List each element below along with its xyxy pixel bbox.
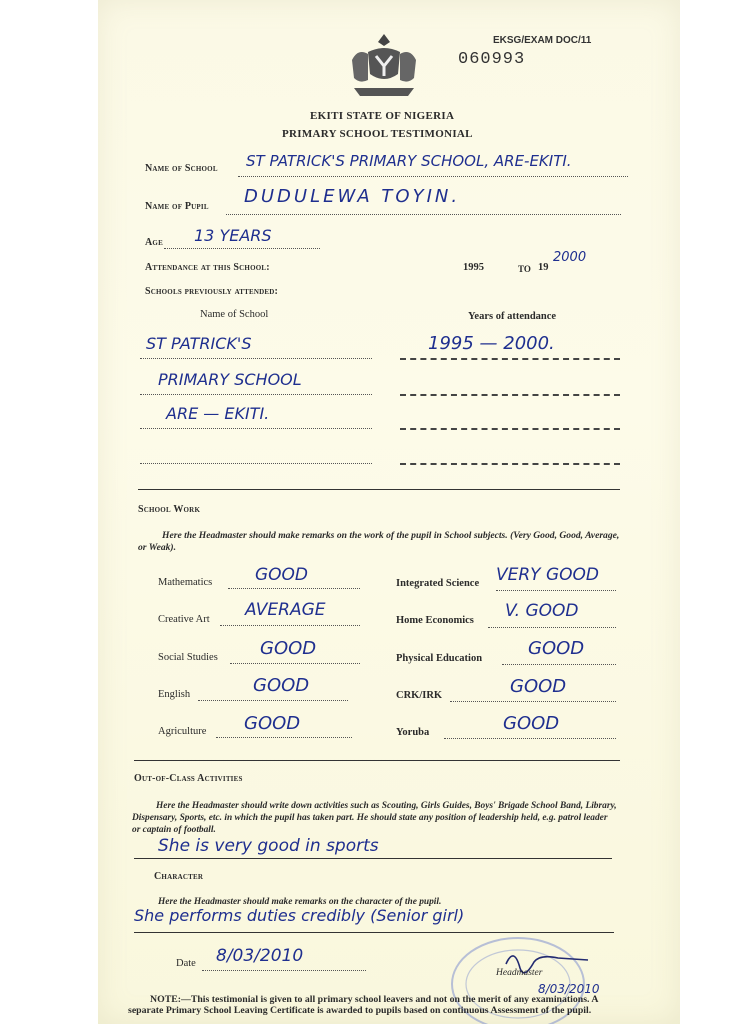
coat-of-arms-icon [346, 30, 422, 102]
col-years-header: Years of attendance [468, 311, 557, 322]
prev-years-row-1: 1995 — 2000. [428, 333, 555, 354]
character-label: Character [154, 871, 204, 882]
pupil-name-label: Name of Pupil [145, 201, 209, 212]
document-title: PRIMARY SCHOOL TESTIMONIAL [282, 128, 473, 140]
subject-integrated-science: Integrated Science [396, 578, 480, 589]
subject-english: English [158, 689, 191, 700]
character-instruction: Here the Headmaster should make remarks on the character of the pupil. [158, 897, 442, 907]
attendance-to: 2000 [553, 250, 587, 265]
footer-note: NOTE:—This testimonial is given to all primary school leavers and not on the merit of any examinations. A separate Primary School Leaving Certificate is awarded to pupils based on continuous Assessment of the pupil. [128, 994, 598, 1016]
grade-physical-education: GOOD [528, 638, 585, 659]
grade-english: GOOD [253, 675, 310, 696]
school-name-value: ST PATRICK'S PRIMARY SCHOOL, ARE-EKITI. [246, 152, 572, 170]
document-reference: EKSG/EXAM DOC/11 [493, 35, 592, 46]
subject-agriculture: Agriculture [158, 726, 207, 737]
date-label: Date [176, 958, 196, 969]
attendance-to-prefix: 19 [538, 262, 549, 273]
subject-yoruba: Yoruba [396, 727, 430, 738]
out-of-class-instruction: Here the Headmaster should write down activities such as Scouting, Girls Guides, Boys' Brigade School Band, Library, Dispensary, Sports, etc. in which the pupil has taken part. He should state any position of leadership held, e.g. patrol leader or captain of football. [132, 801, 617, 835]
attendance-label: Attendance at this School: [145, 262, 270, 273]
age-label: Age [145, 237, 163, 248]
subject-creative-art: Creative Art [158, 614, 210, 625]
attendance-from: 1995 [463, 262, 484, 273]
subject-mathematics: Mathematics [158, 577, 213, 588]
subject-crk-irk: CRK/IRK [396, 690, 443, 701]
prev-school-row-2: PRIMARY SCHOOL [158, 370, 302, 389]
subject-social-studies: Social Studies [158, 652, 218, 663]
subject-physical-education: Physical Education [396, 653, 483, 664]
attendance-to-word: TO [518, 264, 531, 274]
out-of-class-label: Out-of-Class Activities [134, 773, 243, 784]
out-of-class-remark: She is very good in sports [158, 836, 379, 856]
grade-home-economics: V. GOOD [505, 601, 579, 621]
grade-yoruba: GOOD [503, 713, 560, 734]
grade-agriculture: GOOD [244, 713, 301, 734]
school-name-label: Name of School [145, 163, 218, 174]
serial-number: 060993 [458, 50, 526, 69]
stamp-date: 8/03/2010 [538, 982, 600, 996]
subject-home-economics: Home Economics [396, 615, 474, 626]
grade-crk-irk: GOOD [510, 676, 567, 697]
character-remark: She performs duties credibly (Senior girl) [134, 906, 465, 925]
testimonial-document [98, 0, 680, 1024]
pupil-name-value: DUDULEWA TOYIN. [244, 186, 461, 207]
grade-creative-art: AVERAGE [245, 600, 326, 620]
school-work-instruction: Here the Headmaster should make remarks on the work of the pupil in School subjects. (Very Good, Good, Average, or Weak). [138, 530, 620, 553]
prev-school-row-1: ST PATRICK'S [146, 334, 252, 353]
headmaster-label: Headmaster [496, 968, 543, 978]
col-school-header: Name of School [200, 309, 269, 320]
school-work-label: School Work [138, 504, 201, 515]
prev-school-row-3: ARE — EKITI. [166, 404, 270, 423]
age-value: 13 YEARS [194, 226, 272, 245]
grade-social-studies: GOOD [260, 638, 317, 659]
previous-schools-label: Schools previously attended: [145, 286, 279, 297]
date-value: 8/03/2010 [216, 946, 304, 966]
grade-integrated-science: VERY GOOD [496, 565, 599, 585]
state-heading: EKITI STATE OF NIGERIA [310, 110, 455, 122]
grade-mathematics: GOOD [255, 565, 309, 585]
